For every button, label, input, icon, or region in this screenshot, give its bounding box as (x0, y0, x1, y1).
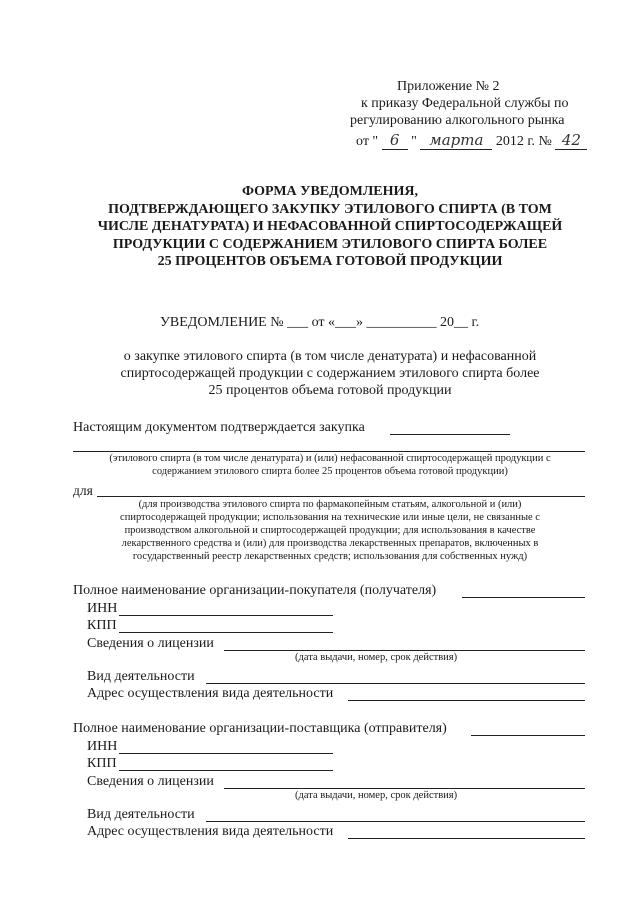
date-year-label: 2012 г. № (495, 134, 552, 149)
buyer-heading: Полное наименование организации-покупателя (получателя) (73, 583, 437, 598)
buyer-address-label: Адрес осуществления вида деятельности (87, 686, 334, 701)
title-line-5: 25 ПРОЦЕНТОВ ОБЪЕМА ГОТОВОЙ ПРОДУКЦИИ (157, 254, 503, 269)
title-line-4: ПРОДУКЦИИ С СОДЕРЖАНИЕМ ЭТИЛОВОГО СПИРТА БОЛЕЕ (112, 236, 548, 252)
date-quote: " (411, 134, 417, 149)
supplier-heading: Полное наименование организации-поставщика (отправителя) (73, 721, 447, 736)
buyer-name-field[interactable] (462, 597, 585, 598)
buyer-activity-field[interactable] (206, 683, 585, 684)
purchase-subject-line[interactable] (73, 451, 585, 452)
supplier-kpp-label: КПП (87, 756, 117, 771)
title-line-3: ЧИСЛЕ ДЕНАТУРАТА) И НЕФАСОВАННОЙ СПИРТОСОДЕРЖАЩЕЙ (97, 219, 563, 234)
buyer-address-field[interactable] (348, 700, 585, 701)
order-number-handwritten: 42 (555, 131, 587, 150)
notice-subtitle-2: спиртосодержащей продукции с содержанием этилового спирта более (120, 366, 540, 381)
notice-subtitle-3: 25 процентов объема готовой продукции (208, 383, 452, 398)
purchase-field-line[interactable] (390, 434, 510, 435)
notice-heading: УВЕДОМЛЕНИЕ № ___ от «___» __________ 20__ г. (160, 315, 480, 330)
purchase-hint-1: (этилового спирта (в том числе денатурата) и (или) нефасованной спиртосодержащей продукции с (109, 453, 551, 464)
buyer-activity-label: Вид деятельности (87, 669, 195, 684)
date-day-handwritten: 6 (382, 131, 408, 150)
appendix-agency-line: регулированию алкогольного рынка (350, 113, 565, 128)
supplier-inn-label: ИНН (87, 739, 118, 754)
buyer-inn-field[interactable] (119, 615, 333, 616)
purpose-field-line[interactable] (97, 496, 585, 497)
title-line-2: ПОДТВЕРЖДАЮЩЕГО ЗАКУПКУ ЭТИЛОВОГО СПИРТА (В ТОМ (108, 201, 552, 217)
supplier-inn-field[interactable] (119, 753, 333, 754)
title-line-1: ФОРМА УВЕДОМЛЕНИЯ, (241, 184, 419, 199)
purpose-hint-4: лекарственного средства и (или) для производства лекарственных препаратов, включенных в (121, 538, 539, 549)
purpose-hint-1: (для производства этилового спирта по фармакопейным статьям, алкогольной и (или) (138, 499, 522, 510)
appendix-date-line (356, 131, 587, 150)
supplier-license-label: Сведения о лицензии (87, 774, 214, 789)
buyer-kpp-field[interactable] (119, 632, 333, 633)
purpose-hint-2: спиртосодержащей продукции; использования на технические или иные цели, не связанные с (120, 512, 540, 523)
supplier-kpp-field[interactable] (119, 770, 333, 771)
purchase-hint-2: содержанием этилового спирта более 25 процентов объема готовой продукции) (152, 466, 508, 477)
buyer-license-hint: (дата выдачи, номер, срок действия) (295, 652, 458, 663)
date-prefix: от " (356, 134, 379, 149)
buyer-kpp-label: КПП (87, 618, 117, 633)
supplier-license-hint: (дата выдачи, номер, срок действия) (295, 790, 458, 801)
buyer-inn-label: ИНН (87, 601, 118, 616)
buyer-license-label: Сведения о лицензии (87, 636, 214, 651)
for-label: для (73, 483, 93, 498)
buyer-license-field[interactable] (224, 650, 585, 651)
purpose-hint-3: производством алкогольной и спиртосодержащей продукции; для использования в качестве (124, 525, 536, 536)
supplier-license-field[interactable] (224, 788, 585, 789)
appendix-number: Приложение № 2 (397, 79, 500, 94)
notice-subtitle-1: о закупке этилового спирта (в том числе денатурата) и нефасованной (123, 349, 537, 364)
date-month-handwritten: марта (420, 131, 492, 150)
appendix-order-line: к приказу Федеральной службы по (361, 96, 569, 111)
supplier-activity-field[interactable] (206, 821, 585, 822)
purpose-hint-5: государственный реестр лекарственных средств; использования для собственных нужд) (132, 551, 528, 562)
form-title (40, 183, 620, 271)
supplier-activity-label: Вид деятельности (87, 807, 195, 822)
supplier-name-field[interactable] (471, 735, 585, 736)
supplier-address-field[interactable] (348, 838, 585, 839)
confirm-purchase-label: Настоящим документом подтверждается закупка (73, 420, 365, 435)
supplier-address-label: Адрес осуществления вида деятельности (87, 824, 334, 839)
